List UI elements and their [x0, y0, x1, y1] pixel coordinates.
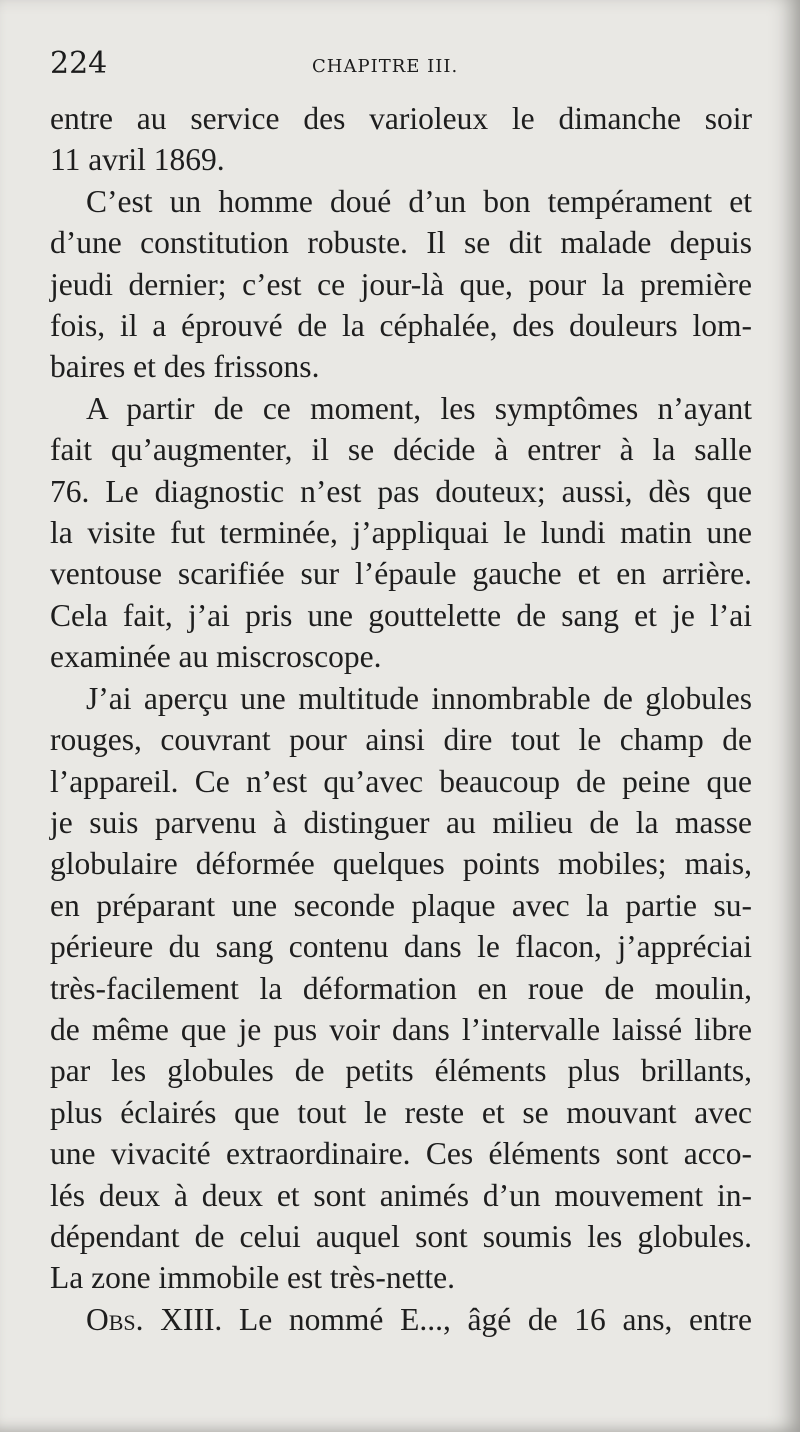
- text-line: 76. Le diagnostic n’est pas douteux; aussi, dès que: [50, 473, 752, 509]
- text-line: La zone immobile est très-nette.: [50, 1260, 455, 1296]
- text-line: examinée au miscroscope.: [50, 639, 382, 675]
- text-line: lés deux à deux et sont animés d’un mouvement in-: [50, 1177, 752, 1213]
- text-line: ventouse scarifiée sur l’épaule gauche et en arrière.: [50, 556, 752, 592]
- text-line: de même que je pus voir dans l’intervalle laissé libre: [50, 1011, 752, 1047]
- text-line: globulaire déformée quelques points mobiles; mais,: [50, 846, 752, 882]
- text-line: une vivacité extraordinaire. Ces éléments sont acco-: [50, 1136, 752, 1172]
- observation-text: Le nommé E..., âgé de 16 ans, entre: [239, 1301, 752, 1337]
- text-line: rouges, couvrant pour ainsi dire tout le champ de: [50, 722, 752, 758]
- running-head: CHAPITRE III.: [312, 56, 459, 77]
- text-line: 11 avril 1869.: [50, 142, 225, 178]
- page-number: 224: [50, 46, 108, 81]
- text-line: baires et des frissons.: [50, 349, 320, 385]
- text-line: fois, il a éprouvé de la céphalée, des douleurs lom-: [50, 308, 752, 344]
- text-line: périeure du sang contenu dans le flacon, j’appréciai: [50, 929, 752, 965]
- text-line: je suis parvenu à distinguer au milieu de la masse: [50, 804, 752, 840]
- text-line: jeudi dernier; c’est ce jour-là que, pour la première: [50, 266, 752, 302]
- text-line: A partir de ce moment, les symptômes n’ayant: [86, 390, 752, 426]
- text-line: en préparant une seconde plaque avec la partie su-: [50, 887, 752, 923]
- page-header: [50, 46, 740, 86]
- text-line: l’appareil. Ce n’est qu’avec beaucoup de peine que: [50, 763, 752, 799]
- observation-line: [50, 1299, 752, 1340]
- text-line: plus éclairés que tout le reste et se mouvant avec: [50, 1094, 752, 1130]
- text-line: fait qu’augmenter, il se décide à entrer à la salle: [50, 432, 752, 468]
- text-line: Cela fait, j’ai pris une gouttelette de sang et je l’ai: [50, 597, 752, 633]
- observation-label: Obs. XIII.: [86, 1301, 223, 1337]
- text-line: C’est un homme doué d’un bon tempérament et: [86, 183, 752, 219]
- text-line: d’une constitution robuste. Il se dit malade depuis: [50, 225, 752, 261]
- text-line: la visite fut terminée, j’appliquai le lundi matin une: [50, 515, 752, 551]
- text-line: J’ai aperçu une multitude innombrable de globules: [86, 680, 752, 716]
- text-line: dépendant de celui auquel sont soumis les globules.: [50, 1218, 752, 1254]
- text-line: entre au service des varioleux le dimanche soir: [50, 101, 752, 136]
- body-text: [50, 98, 752, 1340]
- text-line: très-facilement la déformation en roue de moulin,: [50, 970, 752, 1006]
- text-line: par les globules de petits éléments plus brillants,: [50, 1053, 752, 1089]
